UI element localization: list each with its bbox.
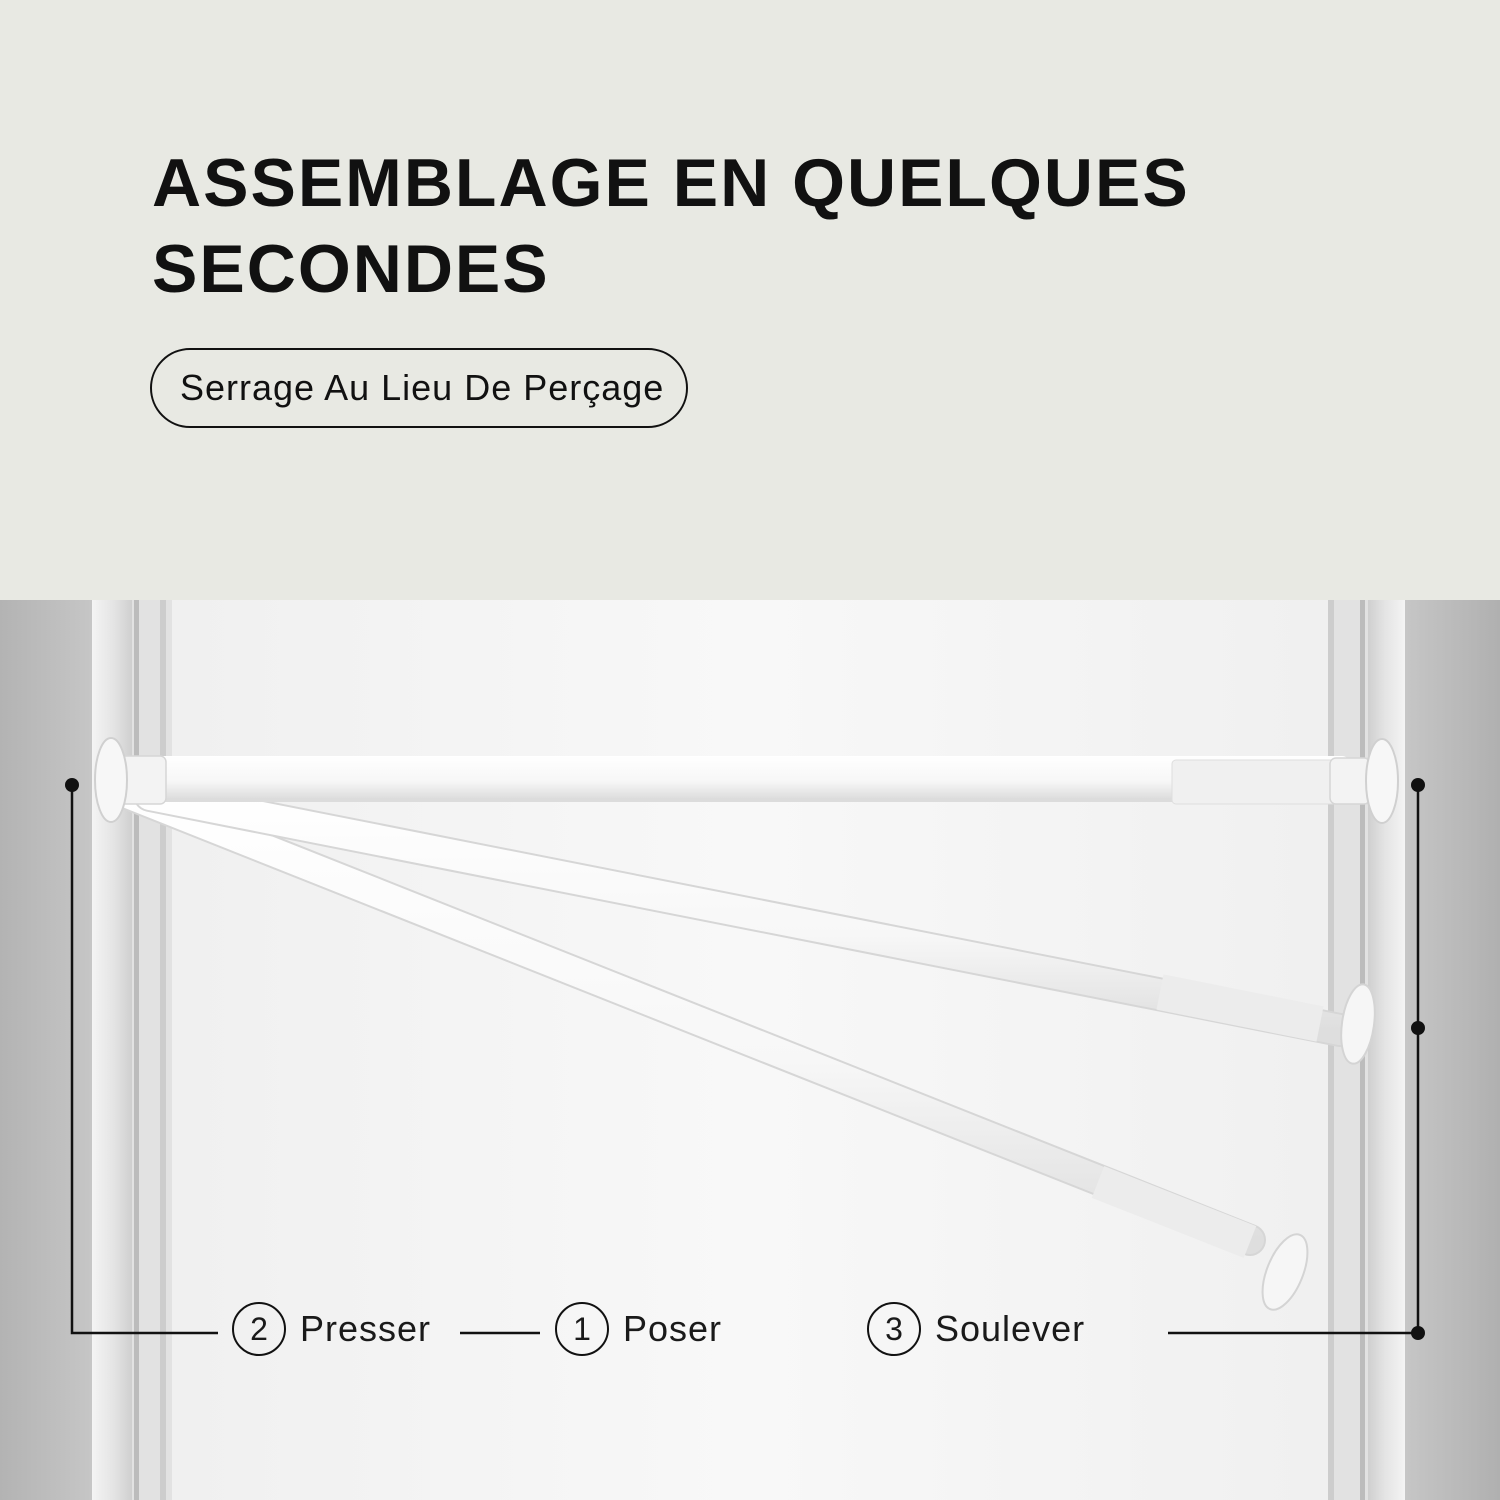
page-title [152,140,1352,312]
step-number-2: 2 [232,1302,286,1356]
title-line-1: ASSEMBLAGE EN QUELQUES [152,145,1190,221]
title-line-2: SECONDES [152,231,550,307]
left-wall [0,600,92,1500]
rod-diagram [0,600,1500,1500]
step-place [555,1302,722,1356]
left-frame-outer [92,600,132,1500]
step-label-place: Poser [623,1308,723,1349]
header-section [0,0,1500,600]
step-press [232,1302,431,1356]
right-frame-outer [1368,600,1405,1500]
feature-badge [150,348,688,428]
step-label-lift: Soulever [935,1308,1086,1349]
feature-badge-label: Serrage Au Lieu De Perçage [180,367,665,408]
installation-illustration [0,600,1500,1500]
step-number-3: 3 [867,1302,921,1356]
step-number-1: 1 [555,1302,609,1356]
step-label-press: Presser [300,1308,432,1349]
step-lift [867,1302,1085,1356]
